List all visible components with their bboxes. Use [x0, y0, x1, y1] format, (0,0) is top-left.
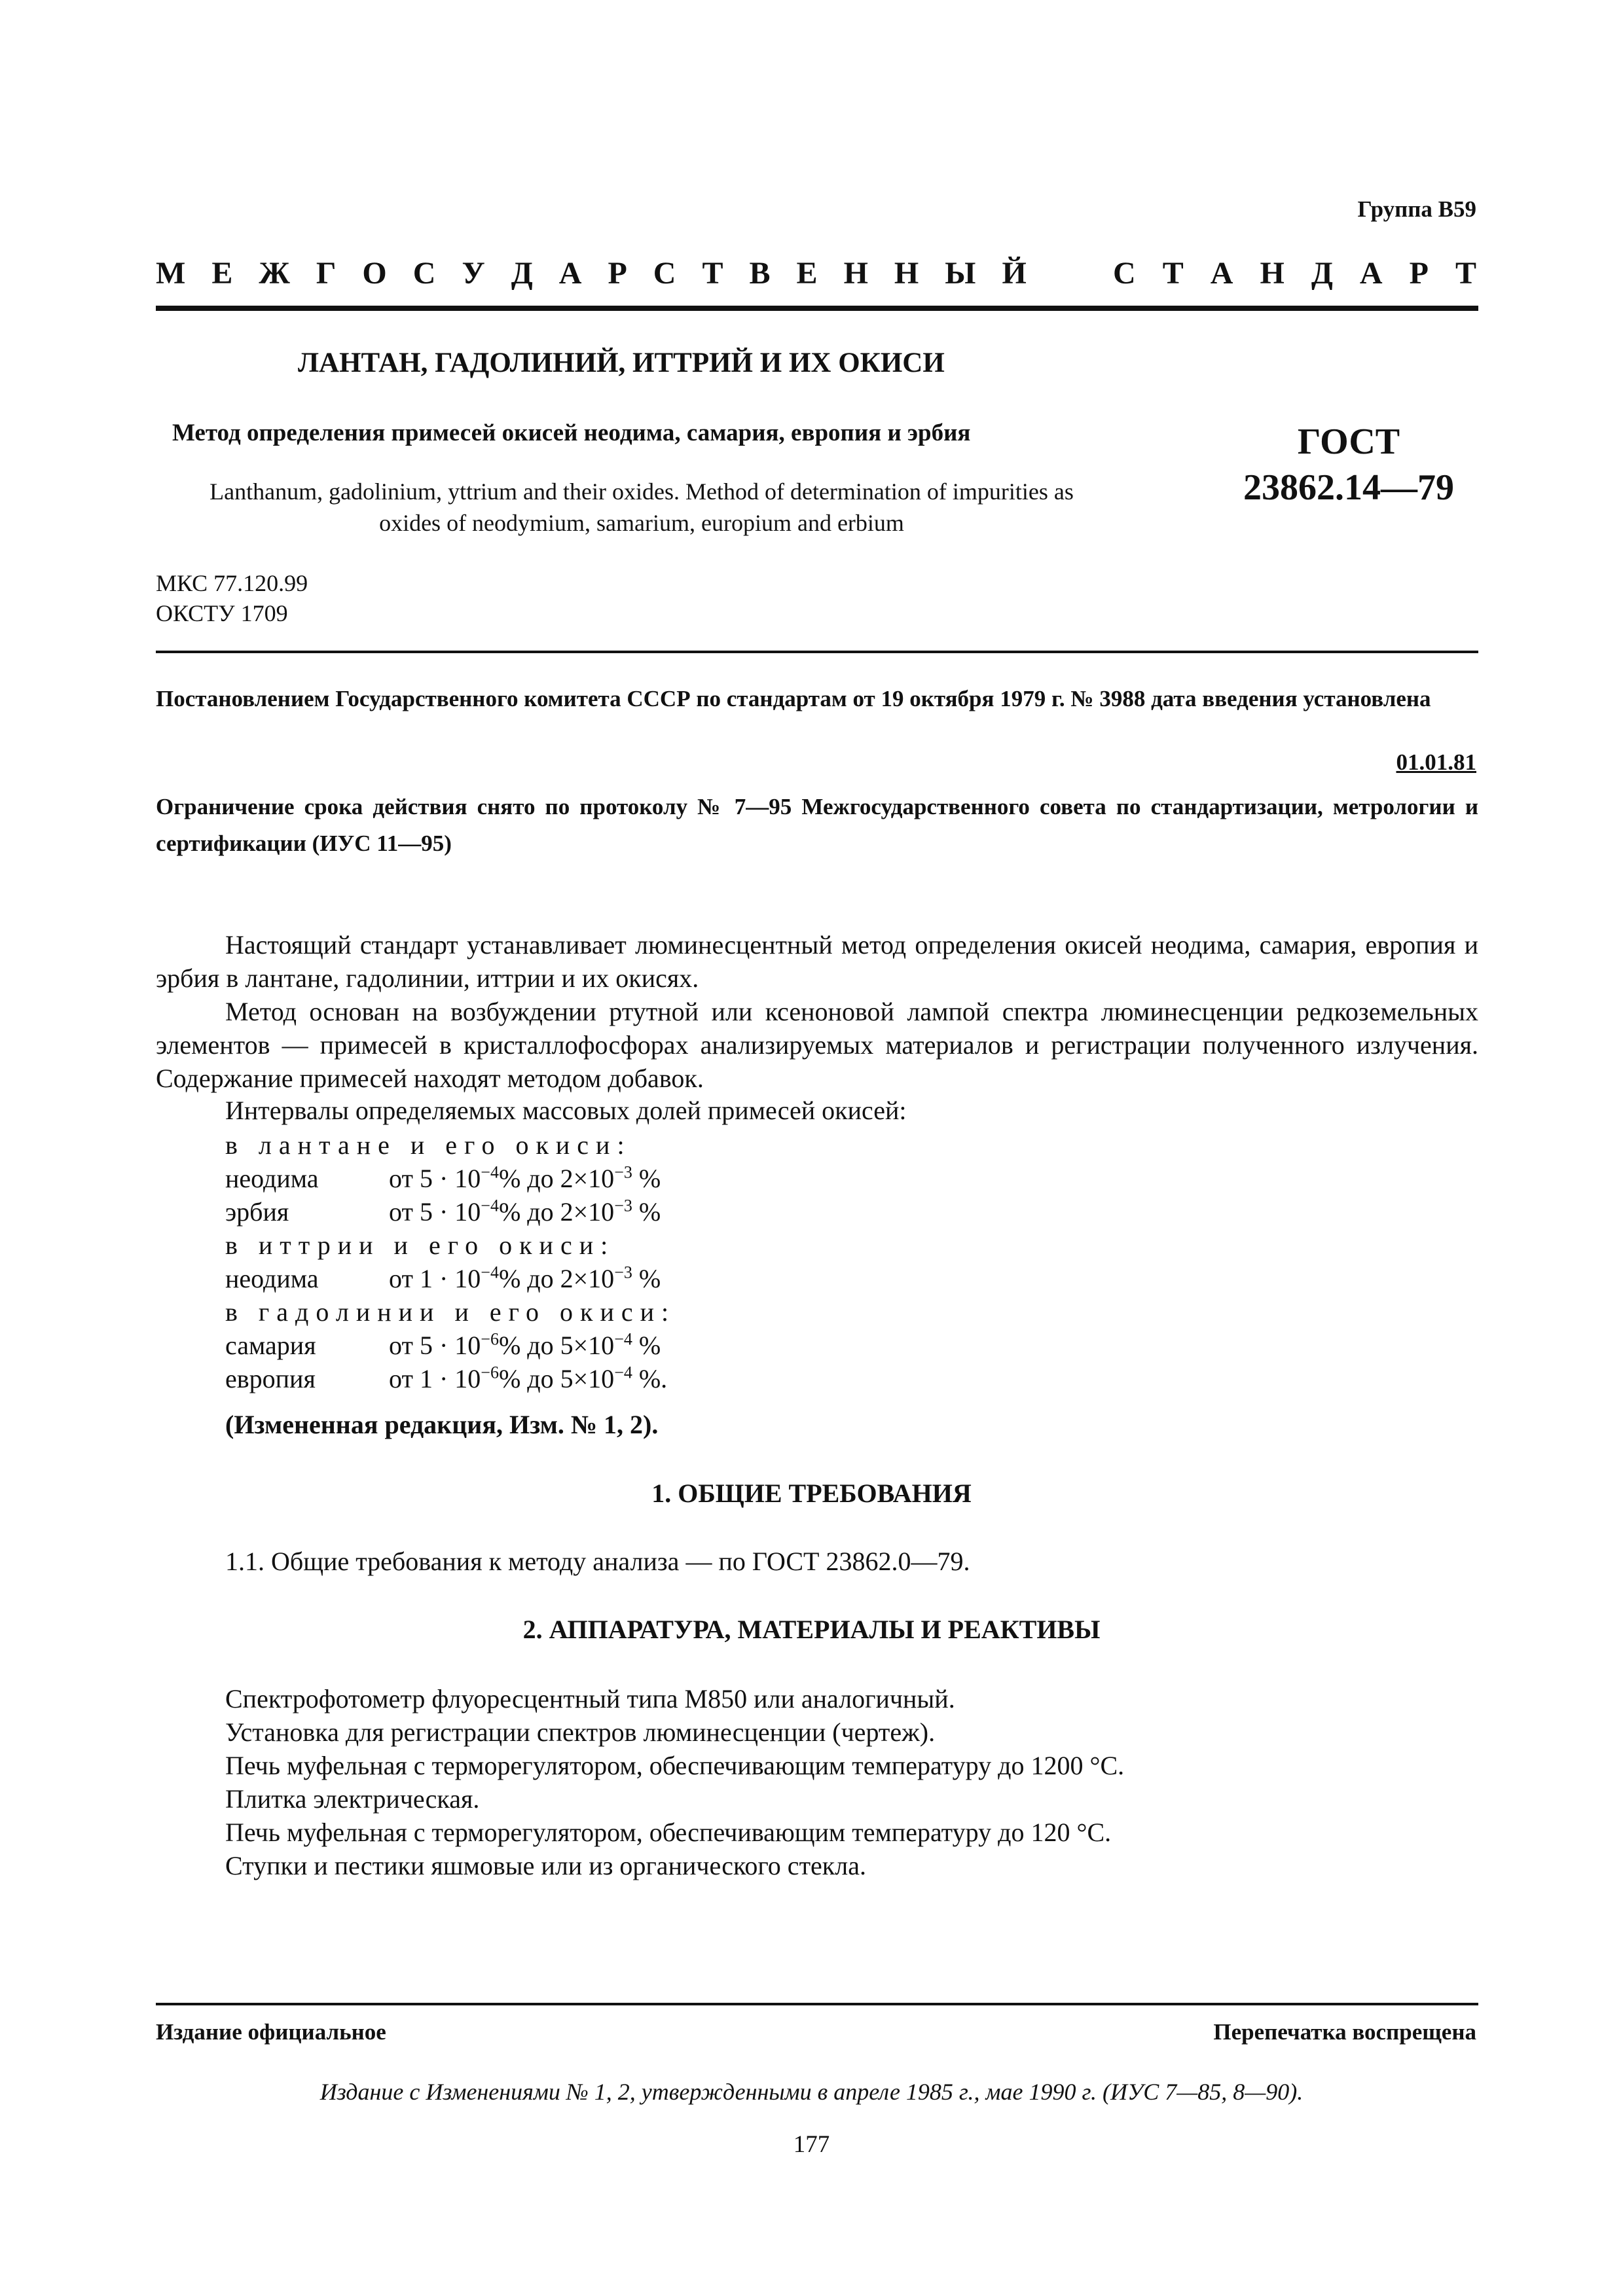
header-right-letter: Т	[1162, 256, 1184, 291]
interval-row	[225, 1329, 676, 1362]
range-unit: %	[632, 1331, 661, 1360]
gost-number: 23862.14—79	[1243, 467, 1454, 508]
range-to-exponent: −3	[614, 1162, 632, 1182]
header-left-letter: О	[362, 256, 387, 291]
element-name: самария	[225, 1331, 316, 1360]
classification-block	[156, 568, 308, 628]
header-left-letter: М	[156, 256, 186, 291]
range-to-exponent: −4	[614, 1363, 632, 1382]
english-title: Lanthanum, gadolinium, yttrium and their oxides. Method of determination of impurities as oxides of neodymium, samarium, europium and erbium	[210, 478, 1074, 536]
range-from: от 5 · 10	[389, 1331, 481, 1360]
intervals-title: Интервалы определяемых массовых долей примесей окисей:	[225, 1096, 907, 1125]
range-from: от 1 · 10	[389, 1264, 481, 1293]
header-right-letter: С	[1113, 256, 1136, 291]
document-subtitle: Метод определения примесей окисей неодима, самария, европия и эрбия	[172, 420, 971, 446]
header-right-letter: Н	[1260, 256, 1285, 291]
range-to: % до 2×10	[498, 1197, 615, 1227]
interval-row	[225, 1362, 676, 1395]
range-from: от 5 · 10	[389, 1164, 481, 1193]
group-code: Группа В59	[1357, 196, 1476, 222]
restriction-text: Ограничение срока действия снято по протоколу № 7—95 Межгосударственного совета по стандартизации, метрологии и сертификации (ИУС 11—95)	[156, 794, 1478, 856]
header-left-letter: Р	[608, 256, 627, 291]
footer-edition-note: Издание с Изменениями № 1, 2, утвержденными в апреле 1985 г., мае 1990 г. (ИУС 7—85, 8—90).	[319, 2079, 1304, 2105]
footer-official-edition: Издание официальное	[156, 2019, 386, 2045]
intervals-list	[225, 1128, 676, 1395]
equipment-list	[225, 1682, 1124, 1882]
header-left-letter: Д	[511, 256, 533, 291]
interval-row	[225, 1162, 676, 1195]
list-item: Печь муфельная с терморегулятором, обеспечивающим температуру до 120 °С.	[225, 1818, 1112, 1847]
list-item: Ступки и пестики яшмовые или из органического стекла.	[225, 1851, 866, 1880]
intro-paragraph-2: Метод основан на возбуждении ртутной или ксеноновой лампой спектра люминесценции редкоземельных элементов — примесей в кристаллофосфорах анализируемых материалов и регистрации полученного излучения. Содержание примесей находят методом добавок.	[156, 997, 1478, 1093]
range-from-exponent: −6	[481, 1329, 499, 1349]
interval-group-label: в гадолинии и его окиси:	[225, 1297, 676, 1327]
range-unit: %	[632, 1164, 661, 1193]
range-from-exponent: −4	[481, 1162, 499, 1182]
list-item: Плитка электрическая.	[225, 1784, 480, 1814]
decree-text: Постановлением Государственного комитета СССР по стандартам от 19 октября 1979 г. № 3988 дата введения установлена	[156, 686, 1431, 711]
header-left-letter: С	[412, 256, 436, 291]
range-unit: %.	[632, 1364, 668, 1393]
header-left-letter: Ж	[259, 256, 290, 291]
meta-rule	[156, 651, 1478, 653]
header-interstate	[156, 255, 1027, 291]
header-left-letter: Е	[796, 256, 818, 291]
header-right-letter: Т	[1455, 256, 1476, 291]
list-item: Печь муфельная с терморегулятором, обеспечивающим температуру до 1200 °С.	[225, 1751, 1125, 1780]
range-unit: %	[632, 1264, 661, 1293]
range-unit: %	[632, 1197, 661, 1227]
header-left-letter: Й	[1002, 256, 1027, 291]
header-right-letter: А	[1359, 256, 1383, 291]
header-left-letter: Е	[211, 256, 233, 291]
range-from: от 1 · 10	[389, 1364, 481, 1393]
element-name: неодима	[225, 1164, 319, 1193]
interval-row	[225, 1195, 676, 1229]
interval-group-label: в иттрии и его окиси:	[225, 1230, 615, 1260]
header-right-letter: А	[1210, 256, 1233, 291]
element-name: эрбия	[225, 1197, 289, 1227]
section-1-text: 1.1. Общие требования к методу анализа — по ГОСТ 23862.0—79.	[225, 1547, 970, 1576]
header-standard	[1113, 255, 1476, 291]
header-left-letter: У	[462, 256, 485, 291]
range-from-exponent: −4	[481, 1196, 499, 1215]
header-left-letter: Т	[702, 256, 723, 291]
range-from-exponent: −6	[481, 1363, 499, 1382]
range-to-exponent: −3	[614, 1196, 632, 1215]
header-left-letter: В	[749, 256, 771, 291]
header-right-letter: Р	[1409, 256, 1429, 291]
range-to: % до 5×10	[498, 1331, 615, 1360]
oksty-code: ОКСТУ 1709	[156, 600, 288, 626]
footer-reprint-prohibited: Перепечатка воспрещена	[1213, 2019, 1476, 2045]
list-item: Спектрофотометр флуоресцентный типа М850 или аналогичный.	[225, 1684, 955, 1713]
interval-row	[225, 1262, 676, 1295]
interval-group-label: в лантане и его окиси:	[225, 1130, 632, 1160]
footer-rule	[156, 2003, 1478, 2005]
element-name: неодима	[225, 1264, 319, 1293]
effective-date: 01.01.81	[1396, 749, 1476, 775]
range-to: % до 2×10	[498, 1264, 615, 1293]
gost-label: ГОСТ	[1297, 422, 1400, 462]
header-rule	[156, 306, 1478, 311]
list-item: Установка для регистрации спектров люминесценции (чертеж).	[225, 1717, 936, 1747]
intro-paragraph-1: Настоящий стандарт устанавливает люминесцентный метод определения окисей неодима, самария, европия и эрбия в лантане, гадолинии, иттрии и их окисях.	[156, 930, 1478, 993]
document-title: ЛАНТАН, ГАДОЛИНИЙ, ИТТРИЙ И ИХ ОКИСИ	[298, 348, 945, 378]
section-2-title: 2. АППАРАТУРА, МАТЕРИАЛЫ И РЕАКТИВЫ	[522, 1615, 1101, 1644]
range-to-exponent: −4	[614, 1329, 632, 1349]
range-to: % до 5×10	[498, 1364, 615, 1393]
element-name: европия	[225, 1364, 316, 1393]
page-number: 177	[793, 2131, 830, 2158]
header-left-letter: Г	[316, 256, 337, 291]
header-left-letter: Н	[843, 256, 868, 291]
header-left-letter: С	[653, 256, 676, 291]
header-right-letter: Д	[1311, 256, 1333, 291]
range-from-exponent: −4	[481, 1263, 499, 1282]
range-from: от 5 · 10	[389, 1197, 481, 1227]
range-to: % до 2×10	[498, 1164, 615, 1193]
header-left-letter: А	[558, 256, 582, 291]
header-left-letter: Н	[894, 256, 919, 291]
gost-block	[1218, 419, 1480, 511]
section-1-title: 1. ОБЩИЕ ТРЕБОВАНИЯ	[651, 1479, 972, 1508]
amendment-note: (Измененная редакция, Изм. № 1, 2).	[225, 1410, 659, 1439]
header-left-letter: Ы	[945, 256, 976, 291]
mks-code: МКС 77.120.99	[156, 570, 308, 596]
range-to-exponent: −3	[614, 1263, 632, 1282]
